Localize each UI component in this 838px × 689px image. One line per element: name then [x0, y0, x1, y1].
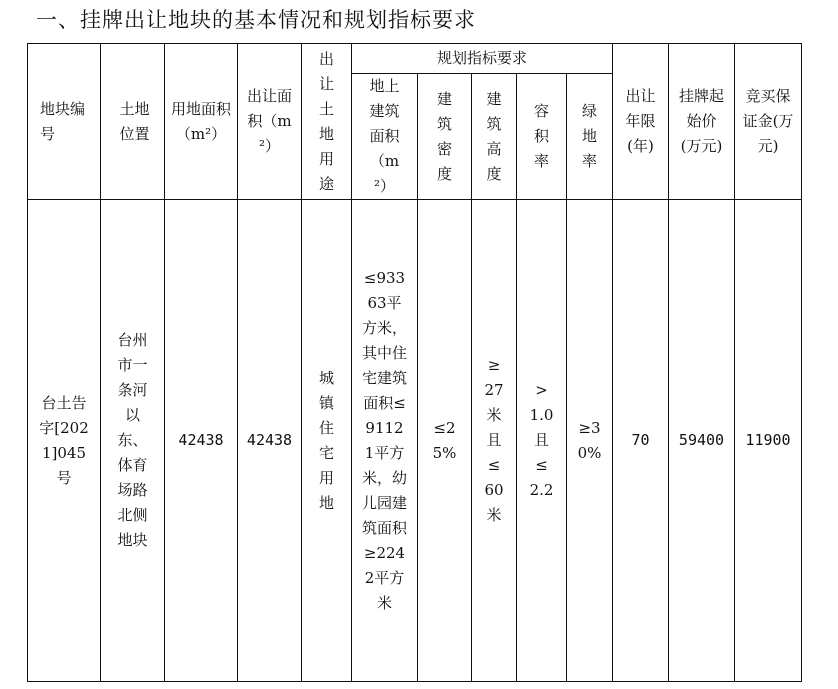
cell-floor-area: ≤93363平方米，其中住宅建筑面积≤91121平方米，幼儿园建筑面积≥2242平方米 — [352, 200, 418, 682]
header-green-ratio: 绿地率 — [567, 74, 613, 200]
cell-deposit: 11900 — [735, 200, 802, 682]
header-start-price: 挂牌起始价(万元) — [669, 44, 735, 200]
land-parcel-table — [27, 43, 802, 682]
cell-building-density: ≤25% — [418, 200, 472, 682]
cell-transfer-area: 42438 — [238, 200, 302, 682]
cell-term: 70 — [613, 200, 669, 682]
header-building-density: 建筑密度 — [418, 74, 472, 200]
cell-green-ratio: ≥30% — [567, 200, 613, 682]
header-transfer-area: 出让面积（m²） — [238, 44, 302, 200]
cell-parcel-no: 台土告字[2021]045号 — [28, 200, 101, 682]
header-land-area: 用地面积（m²） — [165, 44, 238, 200]
cell-building-height: ≥27米且≤60米 — [472, 200, 517, 682]
header-term: 出让年限(年) — [613, 44, 669, 200]
header-planning-requirements: 规划指标要求 — [352, 44, 613, 74]
cell-land-area: 42438 — [165, 200, 238, 682]
page-title: 一、挂牌出让地块的基本情况和规划指标要求 — [36, 8, 476, 32]
header-land-use: 出让土地用途 — [302, 44, 352, 200]
cell-start-price: 59400 — [669, 200, 735, 682]
header-location: 土地位置 — [101, 44, 165, 200]
cell-plot-ratio: >1.0且≤2.2 — [517, 200, 567, 682]
header-building-height: 建筑高度 — [472, 74, 517, 200]
cell-land-use: 城镇住宅用地 — [302, 200, 352, 682]
header-parcel-no: 地块编号 — [28, 44, 101, 200]
table-row — [28, 200, 802, 682]
header-floor-area: 地上建筑面积（m²） — [352, 74, 418, 200]
header-plot-ratio: 容积率 — [517, 74, 567, 200]
header-row-1 — [28, 44, 802, 74]
cell-location: 台州市一条河以东、体育场路北侧地块 — [101, 200, 165, 682]
header-deposit: 竞买保证金(万元) — [735, 44, 802, 200]
